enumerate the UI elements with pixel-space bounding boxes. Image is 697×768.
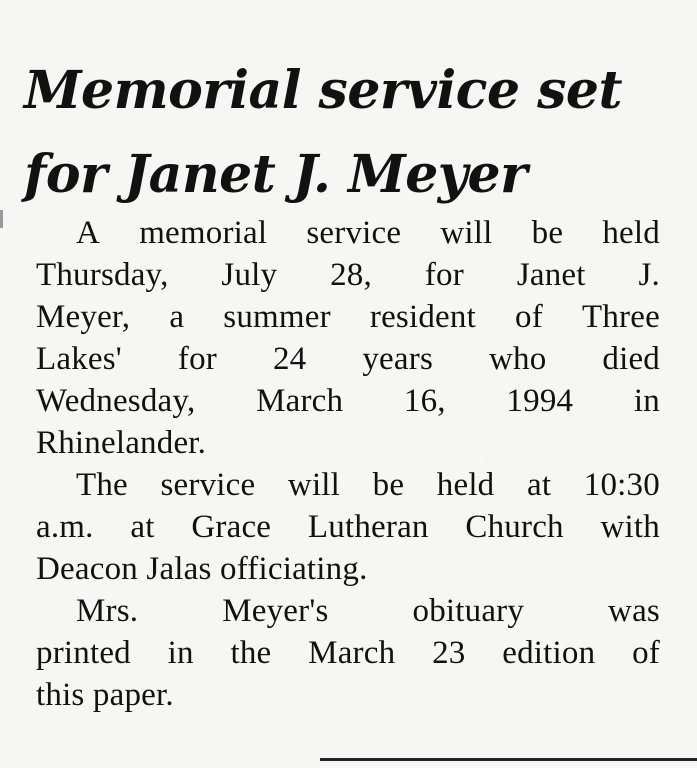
article-body (36, 212, 660, 716)
word: will (287, 467, 341, 503)
p1-line-4 (36, 338, 660, 380)
word: of (632, 635, 660, 671)
word: printed (36, 635, 131, 671)
p2-line-3: Deacon Jalas officiating. (36, 551, 368, 587)
word: held (436, 467, 495, 503)
word: for (424, 257, 464, 293)
word: Lakes' (36, 341, 122, 377)
word: Mrs. (76, 593, 139, 629)
word: Wednesday, (36, 383, 196, 419)
word: A (76, 215, 101, 251)
word: J. (638, 257, 660, 293)
word: at (526, 467, 552, 503)
bottom-rule (320, 758, 697, 761)
p1-line-2 (36, 254, 660, 296)
word: 1994 (506, 383, 574, 419)
p1-line-3 (36, 296, 660, 338)
word: March (308, 635, 396, 671)
word: service (160, 467, 256, 503)
headline (24, 49, 674, 217)
word: July (221, 257, 278, 293)
word: for (177, 341, 218, 377)
word: the (230, 635, 272, 671)
paragraph-1 (36, 212, 660, 464)
word: Church (465, 509, 564, 545)
word: service (306, 215, 402, 251)
word: died (602, 341, 660, 377)
word: 16, (403, 383, 446, 419)
word: Janet (516, 257, 586, 293)
word: 10:30 (583, 467, 660, 503)
word: be (372, 467, 405, 503)
p3-line-3: this paper. (36, 677, 174, 713)
p2-line-2 (36, 506, 660, 548)
p3-line-1 (36, 590, 660, 632)
word: Meyer, (36, 299, 131, 335)
word: obituary (412, 593, 525, 629)
p3-line-2 (36, 632, 660, 674)
word: who (488, 341, 547, 377)
headline-line-2: for Janet J. Meyer (24, 144, 527, 205)
p1-line-6: Rhinelander. (36, 425, 207, 461)
word: a.m. (36, 509, 94, 545)
word: Thursday, (36, 257, 169, 293)
word: Lutheran (307, 509, 429, 545)
word: Grace (191, 509, 272, 545)
word: was (608, 593, 660, 629)
word: at (130, 509, 155, 545)
word: in (633, 383, 660, 419)
word: in (167, 635, 194, 671)
word: March (256, 383, 344, 419)
left-edge-mark (0, 210, 3, 228)
p2-line-1 (36, 464, 660, 506)
word: 24 (272, 341, 307, 377)
headline-line-1: Memorial service set (24, 60, 623, 121)
paragraph-3 (36, 590, 660, 716)
word: a (169, 299, 185, 335)
word: held (602, 215, 660, 251)
word: of (515, 299, 543, 335)
p1-line-5 (36, 380, 660, 422)
word: be (531, 215, 564, 251)
word: edition (502, 635, 596, 671)
word: summer (223, 299, 331, 335)
word: will (440, 215, 493, 251)
p1-line-1 (36, 212, 660, 254)
paragraph-2 (36, 464, 660, 590)
word: Three (581, 299, 660, 335)
word: years (362, 341, 433, 377)
word: 23 (432, 635, 466, 671)
word: with (600, 509, 660, 545)
word: Meyer's (222, 593, 329, 629)
word: resident (369, 299, 476, 335)
word: memorial (139, 215, 268, 251)
word: The (76, 467, 128, 503)
word: 28, (330, 257, 372, 293)
